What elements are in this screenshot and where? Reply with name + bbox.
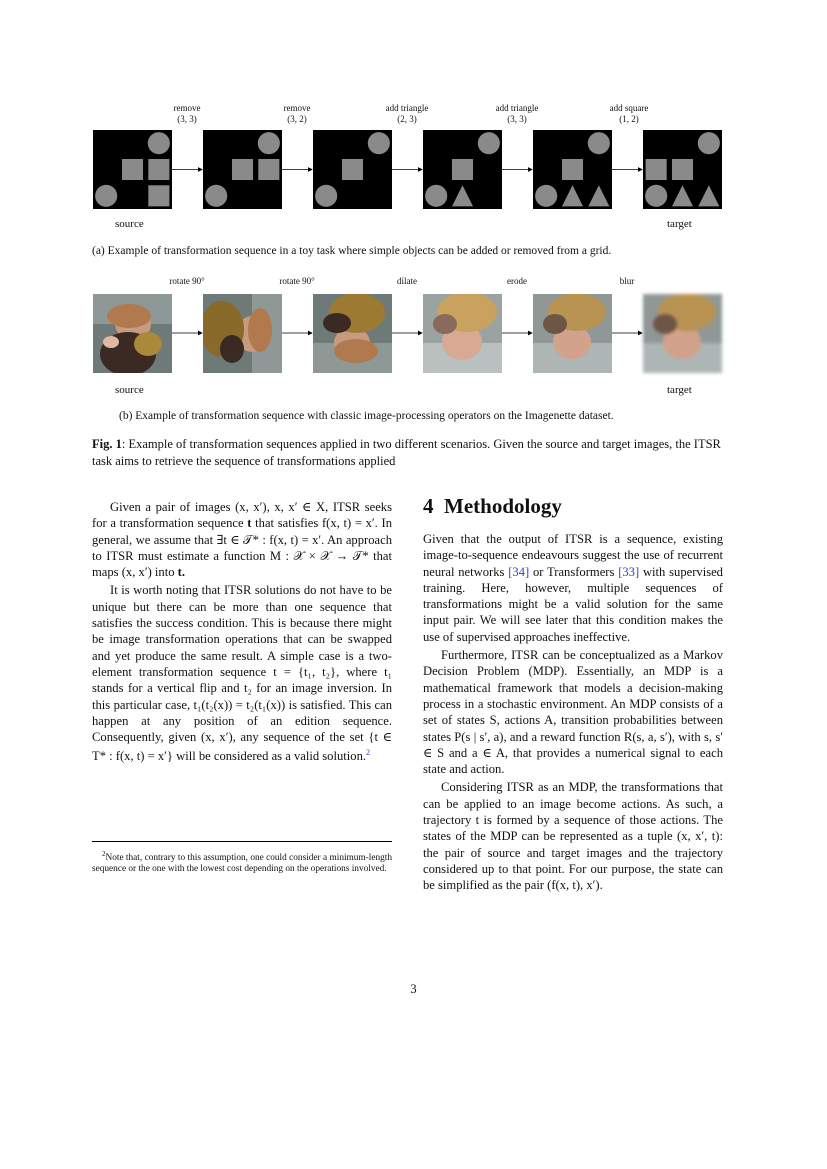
fig-a-target-label: target bbox=[667, 218, 692, 230]
fig-a-shape-circle bbox=[478, 132, 500, 154]
footnote-reference-link[interactable]: 2 bbox=[366, 748, 371, 758]
fig-a-shape-circle bbox=[425, 185, 447, 207]
fig-a-grid-tile bbox=[643, 130, 722, 209]
left-paragraph-1: Given a pair of images (x, x′), x, x′ ∈ X, ITSR seeks for a transformation sequence t that satisfies f(x, t) = x′. In general, we assume that ∃t ∈ 𝒯* : f(x, t) = x′. An approach to ITSR must estimate a function M : 𝒳 × 𝒳 → 𝒯* that maps (x, x′) into t. bbox=[92, 500, 392, 580]
fig-a-op-label-5: add square (1, 2) bbox=[609, 103, 649, 124]
right-paragraph-1: Given that the output of ITSR is a sequence, existing image-to-sequence endeavours suggest the use of recurrent neural networks [34] or Transformers [33] with supervised training. Here, however, multiple sequences of transformations might be a valid solution for the same input pair. We will see later that this condition makes the use of supervised approaches ineffective. bbox=[423, 532, 723, 644]
fig-a-op-label-3: add triangle (2, 3) bbox=[385, 103, 429, 124]
fig-b-source-label: source bbox=[115, 384, 144, 396]
citation-link-33[interactable]: [33] bbox=[618, 564, 640, 579]
fig-a-shape-square bbox=[122, 159, 143, 180]
fig-a-shape-square bbox=[148, 185, 169, 206]
fig-a-shape-square bbox=[258, 159, 279, 180]
fig-a-shape-circle bbox=[698, 132, 720, 154]
fig-a-caption: (a) Example of transformation sequence in a toy task where simple objects can be added or removed from a grid. bbox=[92, 245, 612, 257]
fig-a-shape-square bbox=[148, 159, 169, 180]
fig-a-shape-square bbox=[232, 159, 253, 180]
footnote-rule bbox=[92, 841, 392, 842]
left-column bbox=[92, 499, 392, 765]
fig-a-shape-square bbox=[452, 159, 473, 180]
figure-caption bbox=[92, 436, 722, 470]
fig-a-grid-tile bbox=[533, 130, 612, 209]
right-column bbox=[423, 531, 723, 894]
fig-a-op-label-1: remove (3, 3) bbox=[173, 103, 201, 124]
right-paragraph-2: Furthermore, ITSR can be conceptualized as a Markov Decision Problem (MDP). Essentially, an MDP is a mathematical framework that models a decision-making process in a stochastic environment. An MDP consists of a set of states S, actions A, transition probabilities between states P(s | s′, a), and a reward function R(s, a, s′), with s, s′ ∈ S and a ∈ A, that provides a numerical signal to each state and action. bbox=[423, 648, 723, 777]
fig-b-target-label: target bbox=[667, 384, 692, 396]
fig-a-shape-circle bbox=[535, 185, 557, 207]
citation-link-34[interactable]: [34] bbox=[508, 564, 530, 579]
fig-a-grid-tile bbox=[203, 130, 282, 209]
fig-a-shape-circle bbox=[315, 185, 337, 207]
fig-a-shape-square bbox=[672, 159, 693, 180]
fig-a-shape-circle bbox=[148, 132, 170, 154]
fig-a-op-label-2: remove (3, 2) bbox=[283, 103, 311, 124]
fig-b-op-label-1: rotate 90° bbox=[169, 276, 205, 286]
fig-a-grid-tile bbox=[423, 130, 502, 209]
left-paragraph-2: It is worth noting that ITSR solutions do not have to be unique but there can be more than one sequence that satisfies the success condition. This is because there might be image transformation operations that can be swapped and yet produce the same result. A simple case is a two-element transformation sequence t = {t₁, t₂}, where t₁ stands for a vertical flip and t₂ for an image inversion. In this particular case, t₁(t₂(x)) = t₂(t₁(x)) is satisfied. This can happen at any position of an edition sequence. Consequently, given (x, x′), any sequence of the set {t ∈ T* : f(x, t) = x′} will be considered as a valid solution.$^2$ bbox=[92, 583, 392, 764]
fig-a-shape-circle bbox=[258, 132, 280, 154]
fig-a-shape-circle bbox=[368, 132, 390, 154]
fig-a-op-label-4: add triangle (3, 3) bbox=[495, 103, 539, 124]
section-heading: 4 Methodology bbox=[423, 494, 562, 518]
fig-a-shape-square bbox=[562, 159, 583, 180]
fig-a-grid-sequence bbox=[0, 125, 827, 215]
fig-b-caption: (b) Example of transformation sequence with classic image-processing operators on the Imagenette dataset. bbox=[119, 410, 614, 422]
figure-caption-text: : Example of transformation sequences applied in two different scenarios. Given the source and target images, the ITSR task aims to retrieve the sequence of transformations applied bbox=[92, 437, 721, 468]
fig-a-shape-square bbox=[646, 159, 667, 180]
fig-a-shape-circle bbox=[588, 132, 610, 154]
footnote: $^2$Note that, contrary to this assumption, one could consider a minimum-length sequence or the one with the lowest cost depending on the operations involved. bbox=[92, 850, 392, 875]
fig-b-op-label-5: blur bbox=[619, 276, 635, 286]
figure-caption-label: Fig. 1 bbox=[92, 437, 122, 451]
right-paragraph-3: Considering ITSR as an MDP, the transformations that can be applied to an image become actions. As such, a trajectory t is formed by a sequence of those actions. The states of the MDP can be represented as a tuple (x, x′, t): the pair of source and target images and the trajectory considered up to that point. For our purpose, the state can be simplified as the pair (f(x, t), x′). bbox=[423, 780, 723, 893]
page-number: 3 bbox=[410, 982, 417, 996]
fig-a-shape-circle bbox=[645, 185, 667, 207]
fig-a-shape-circle bbox=[205, 185, 227, 207]
fig-a-grid-tile bbox=[93, 130, 172, 209]
fig-b-op-label-2: rotate 90° bbox=[279, 276, 315, 286]
fig-a-shape-square bbox=[342, 159, 363, 180]
fig-a-source-label: source bbox=[115, 218, 144, 230]
fig-a-shape-circle bbox=[95, 185, 117, 207]
fig-a-grid-tile bbox=[313, 130, 392, 209]
fig-b-op-label-3: dilate bbox=[397, 276, 417, 286]
fig-b-op-label-4: erode bbox=[507, 276, 527, 286]
fig-b-arrows bbox=[0, 294, 827, 374]
